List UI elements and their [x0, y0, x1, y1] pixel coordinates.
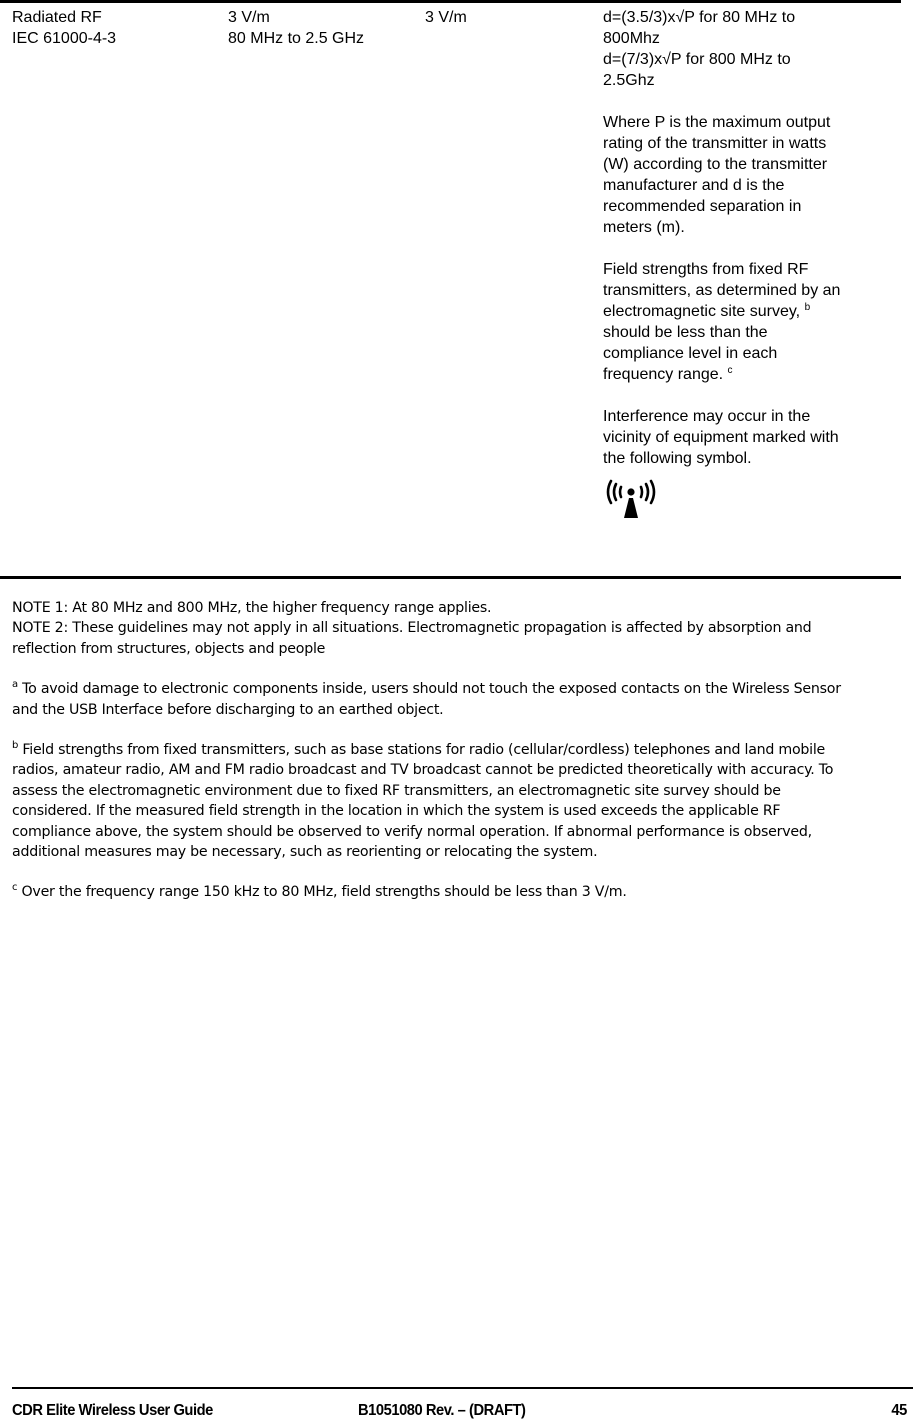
note-2-line: reflection from structures, objects and people	[12, 640, 326, 657]
footnote-a-line	[12, 679, 904, 699]
footnote-b-text: Field strengths from fixed transmitters, such as base stations for radio (cellular/cordless) telephones and land mobile	[18, 742, 826, 759]
formula-line: d=(3.5/3)x√P for 80 MHz to	[603, 9, 796, 26]
footnote-b-line: radios, amateur radio, AM and FM radio broadcast and TV broadcast cannot be predicted theoretically with accuracy. To	[12, 762, 834, 779]
where-explanation	[603, 112, 893, 238]
field-line-text: electromagnetic site survey,	[603, 303, 801, 320]
footnote-c-marker: c	[12, 882, 18, 894]
footnote-a-marker: a	[12, 679, 18, 691]
field-line: Field strengths from fixed RF	[603, 261, 809, 278]
footnote-b-line	[12, 740, 904, 760]
footnote-b-line: considered. If the measured field strength in the location in which the system is used exceeds the applicable RF	[12, 803, 781, 820]
non-ionizing-radiation-icon	[603, 475, 659, 523]
field-line: compliance level in each	[603, 345, 778, 362]
note-2	[12, 618, 904, 659]
where-line: (W) according to the transmitter	[603, 156, 828, 173]
separation-formula	[603, 7, 893, 91]
footnote-b-marker: b	[12, 740, 19, 752]
phenomenon-cell	[12, 7, 217, 49]
footnote-b-line: assess the electromagnetic environment due to fixed RF transmitters, an electromagnetic site survey should be	[12, 782, 781, 799]
guidance-cell	[603, 7, 893, 523]
footnote-c-text: Over the frequency range 150 kHz to 80 MHz, field strengths should be less than 3 V/m.	[17, 884, 627, 901]
where-line: rating of the transmitter in watts	[603, 135, 827, 152]
note-1: NOTE 1: At 80 MHz and 800 MHz, the higher frequency range applies.	[12, 600, 492, 616]
formula-line: 2.5Ghz	[603, 72, 655, 89]
field-line: should be less than the	[603, 324, 768, 341]
emc-table-row-radiated-rf	[0, 0, 901, 579]
formula-line: 800Mhz	[603, 30, 660, 47]
footnote-c-line	[12, 882, 904, 902]
footnote-a-line: and the USB Interface before discharging to an earthed object.	[12, 701, 444, 718]
footnote-c	[12, 882, 904, 902]
footnote-b-line: additional measures may be necessary, such as reorienting or relocating the system.	[12, 844, 598, 861]
note-2-line: NOTE 2: These guidelines may not apply in all situations. Electromagnetic propagation is affected by absorption and	[12, 620, 812, 637]
formula-line: d=(7/3)x√P for 800 MHz to	[603, 51, 791, 68]
compliance-level-value: 3 V/m	[425, 9, 467, 26]
footer-revision: B1051080 Rev. – (DRAFT)	[358, 1402, 526, 1419]
field-line	[603, 364, 893, 385]
field-line	[603, 301, 893, 322]
interference-warning	[603, 406, 893, 469]
footnote-ref-c: c	[727, 365, 733, 376]
page-footer	[12, 1387, 913, 1423]
interference-line: Interference may occur in the	[603, 408, 811, 425]
footnote-b-line: compliance above, the system should be observed to verify normal operation. If abnormal performance is observed,	[12, 823, 812, 840]
interference-line: vicinity of equipment marked with	[603, 429, 839, 446]
test-level-cell	[228, 7, 418, 49]
phenomenon-standard: IEC 61000-4-3	[12, 30, 117, 47]
footer-page-number: 45	[891, 1402, 907, 1419]
footnote-a	[12, 679, 904, 720]
footnote-b	[12, 740, 904, 862]
field-strength-guidance	[603, 259, 893, 385]
interference-line: the following symbol.	[603, 450, 752, 467]
where-line: Where P is the maximum output	[603, 114, 831, 131]
notes-section	[12, 598, 904, 903]
phenomenon-line: Radiated RF	[12, 9, 102, 26]
compliance-level-cell	[425, 7, 595, 28]
footer-guide-title: CDR Elite Wireless User Guide	[12, 1402, 213, 1419]
where-line: manufacturer and d is the	[603, 177, 785, 194]
where-line: recommended separation in	[603, 198, 802, 215]
field-line: transmitters, as determined by an	[603, 282, 841, 299]
footnote-a-text: To avoid damage to electronic components inside, users should not touch the exposed contacts on the Wireless Sensor	[17, 681, 841, 698]
field-line-text: frequency range.	[603, 366, 724, 383]
footnote-ref-b: b	[804, 302, 811, 313]
where-line: meters (m).	[603, 219, 685, 236]
test-level-range: 80 MHz to 2.5 GHz	[228, 30, 365, 47]
test-level-value: 3 V/m	[228, 9, 270, 26]
